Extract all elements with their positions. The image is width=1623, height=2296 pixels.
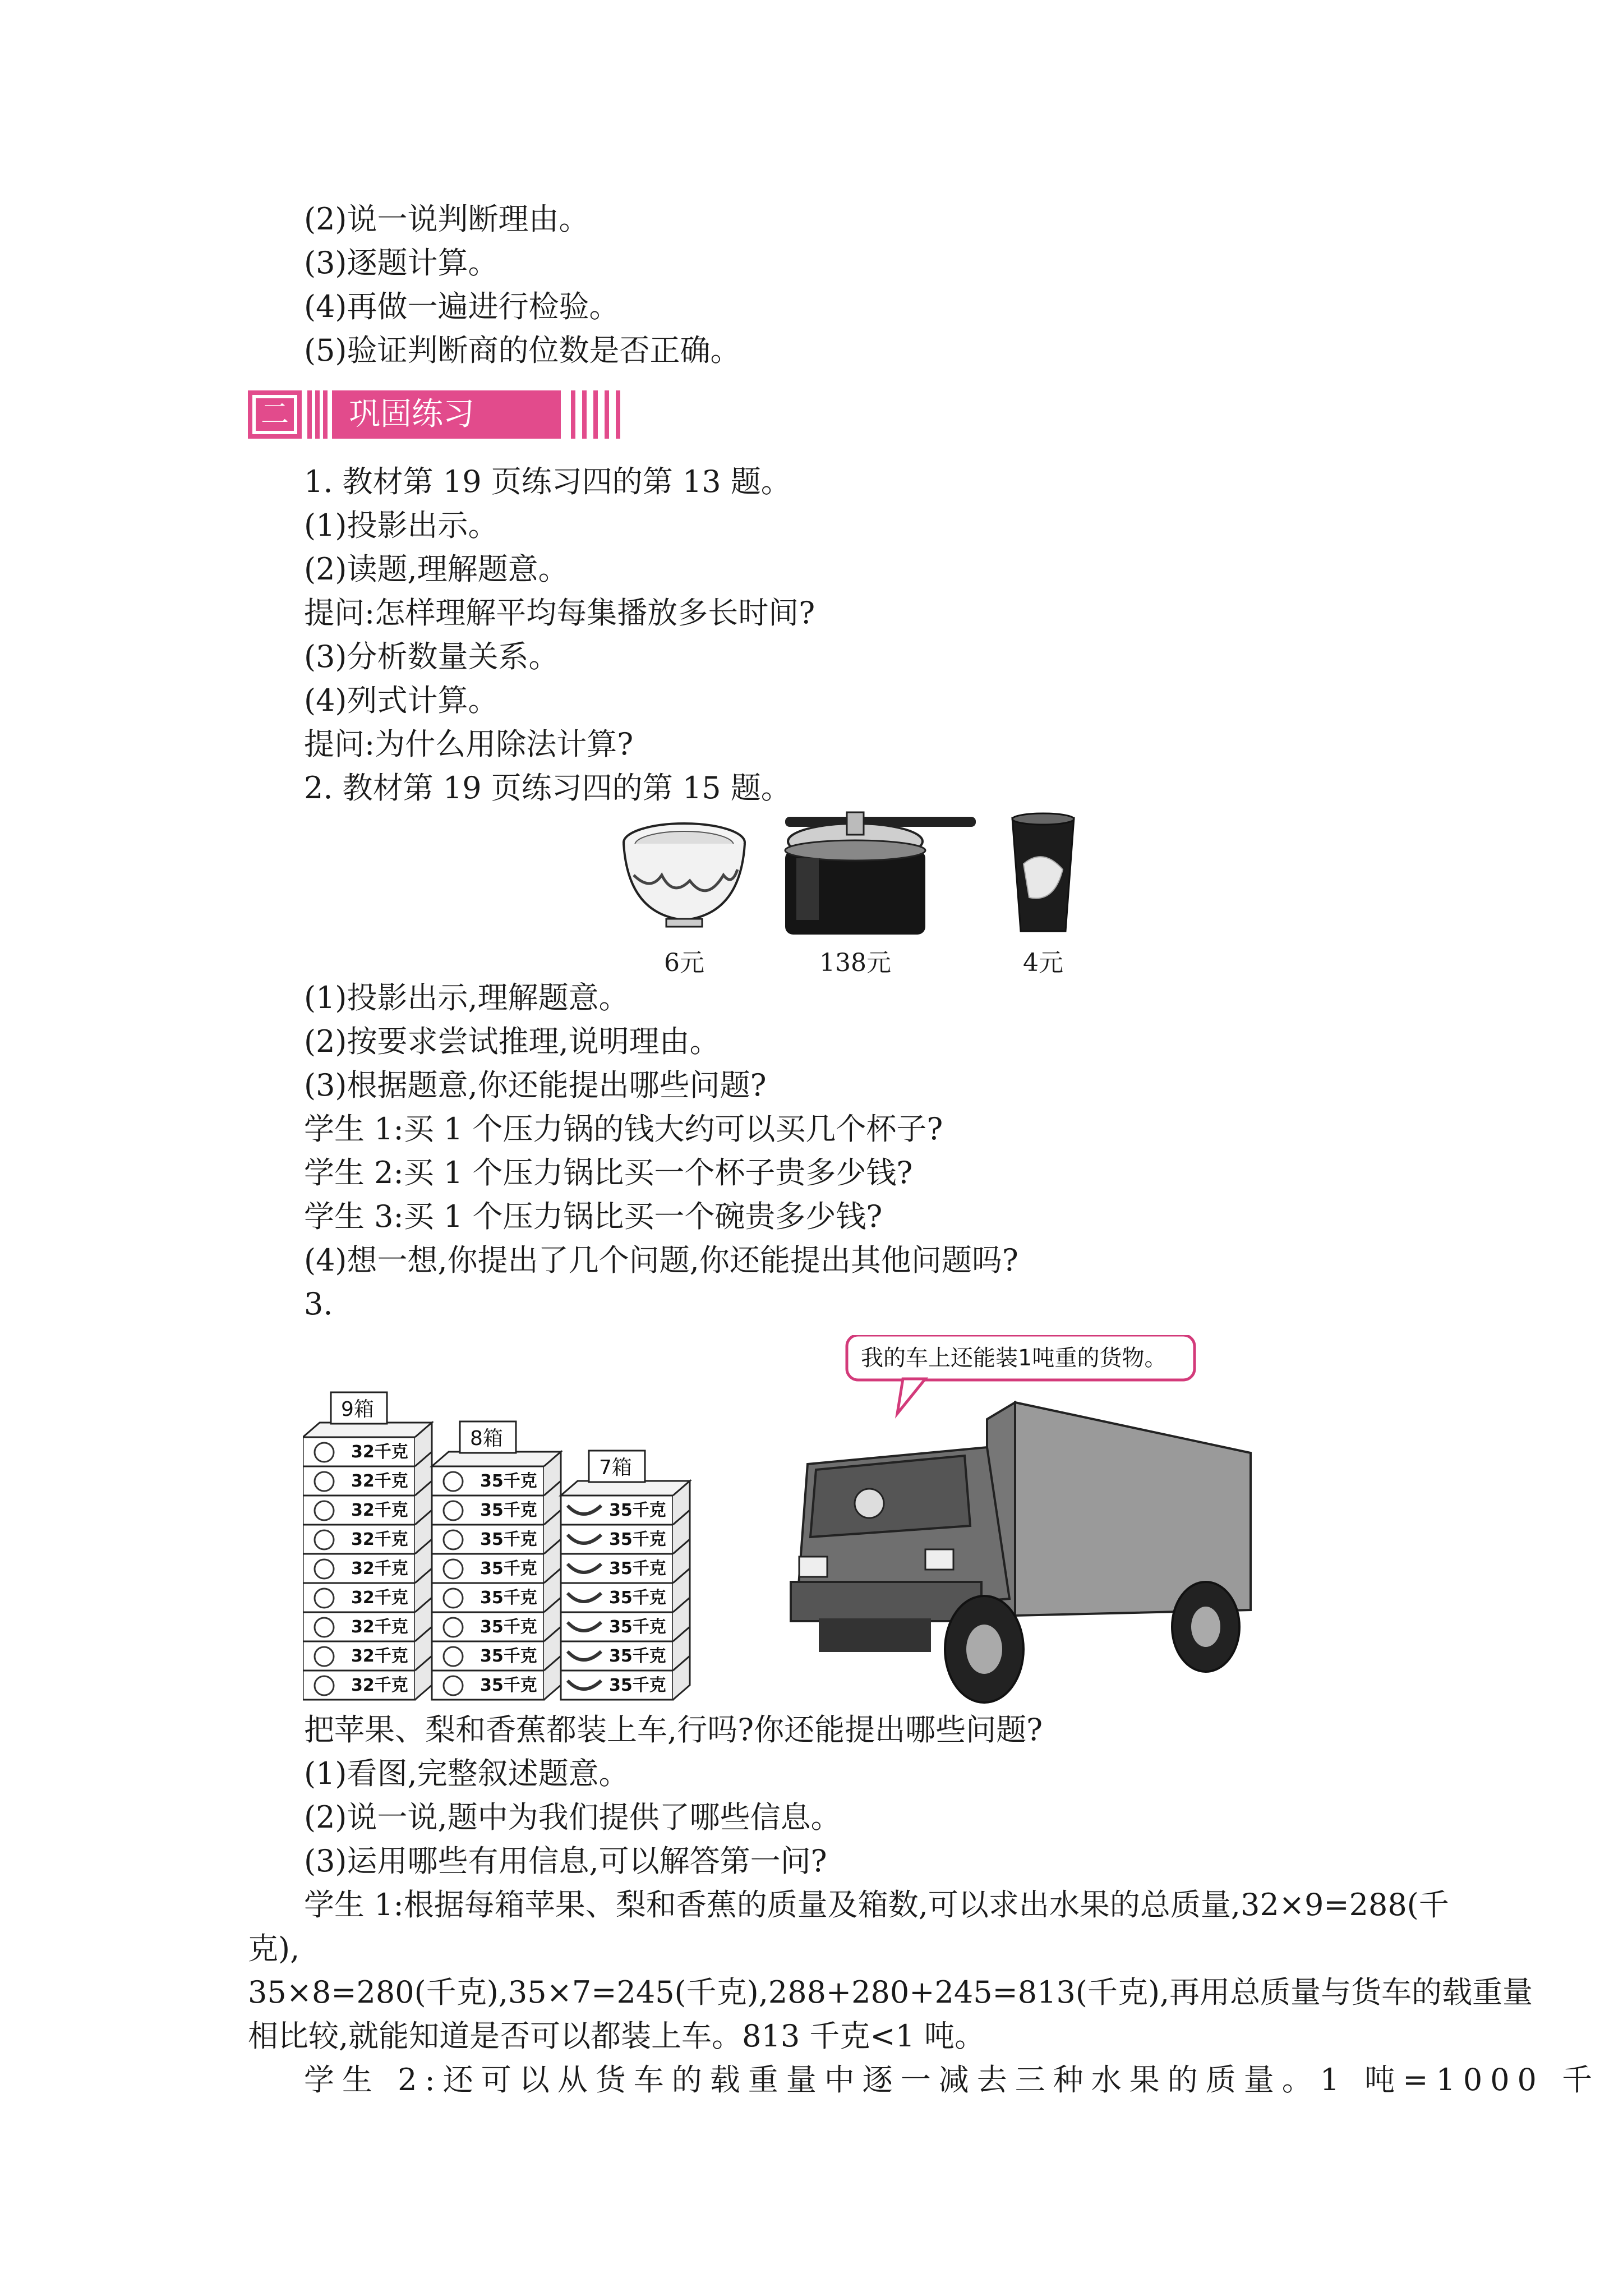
text-line: 学生 2:买 1 个压力锅比买一个杯子贵多少钱? xyxy=(304,1155,913,1190)
apple-icon xyxy=(315,1443,334,1462)
text-line: 学生 3:买 1 个压力锅比买一个碗贵多少钱? xyxy=(304,1199,883,1234)
paragraph-line: 学生 1:根据每箱苹果、梨和香蕉的质量及箱数,可以求出水果的总质量,32×9=288(千 xyxy=(304,1887,1449,1922)
pear-icon xyxy=(444,1647,463,1666)
box-weight-label: 32千克 xyxy=(351,1442,408,1462)
box-weight-label: 35千克 xyxy=(609,1617,666,1637)
banner-stripes xyxy=(306,390,329,439)
paragraph-line: 克), xyxy=(248,1931,300,1966)
truck-wheel-hub xyxy=(966,1625,1002,1674)
pear-icon xyxy=(444,1501,463,1520)
headlight-right xyxy=(925,1549,953,1570)
box-weight-label: 35千克 xyxy=(480,1559,537,1579)
pear-icon xyxy=(444,1618,463,1637)
apple-icon xyxy=(315,1472,334,1491)
box-weight-label: 35千克 xyxy=(480,1676,537,1695)
box-weight-label: 32千克 xyxy=(351,1559,408,1579)
items-figure xyxy=(617,808,1122,954)
box-stack-top xyxy=(432,1452,561,1466)
price-label: 4元 xyxy=(1023,949,1063,977)
driver-head xyxy=(855,1489,884,1518)
box-weight-label: 35千克 xyxy=(609,1646,666,1666)
text-line: 学生 1:买 1 个压力锅的钱大约可以买几个杯子? xyxy=(304,1111,943,1147)
price-label: 138元 xyxy=(819,949,891,977)
box-weight-label: 32千克 xyxy=(351,1617,408,1637)
text-line: (3)逐题计算。 xyxy=(304,245,499,280)
box-weight-label: 35千克 xyxy=(480,1471,537,1491)
apple-icon xyxy=(315,1589,334,1608)
box-weight-label: 32千克 xyxy=(351,1530,408,1549)
stack-count-label: 9箱 xyxy=(341,1398,374,1421)
price-label: 6元 xyxy=(664,949,704,977)
section-banner xyxy=(248,390,623,439)
pear-icon xyxy=(444,1589,463,1608)
apple-icon xyxy=(315,1530,334,1549)
apple-icon xyxy=(315,1647,334,1666)
cup-image xyxy=(1012,813,1074,931)
box-weight-label: 35千克 xyxy=(609,1676,666,1695)
text-line: 3. xyxy=(304,1286,333,1322)
text-line: 提问:为什么用除法计算? xyxy=(304,726,634,762)
box-weight-label: 35千克 xyxy=(609,1588,666,1608)
paragraph-line: 相比较,就能知道是否可以都装上车。813 千克<1 吨。 xyxy=(248,2018,985,2054)
banner-tail-stripes xyxy=(565,390,623,439)
box-weight-label: 32千克 xyxy=(351,1646,408,1666)
stack-count-label: 8箱 xyxy=(470,1427,503,1450)
headlight-left xyxy=(799,1557,827,1577)
section-title: 巩固练习 xyxy=(332,390,561,439)
text-line: 1. 教材第 19 页练习四的第 13 题。 xyxy=(304,464,791,499)
pear-icon xyxy=(444,1472,463,1491)
truck-windshield xyxy=(810,1456,970,1537)
text-line: (5)验证判断商的位数是否正确。 xyxy=(304,333,741,368)
pear-icon xyxy=(444,1676,463,1695)
paragraph-line: 35×8=280(千克),35×7=245(千克),288+280+245=813(千克),再用总质量与货车的载重量 xyxy=(248,1975,1533,2010)
text-line: (2)说一说判断理由。 xyxy=(304,201,589,237)
text-line: (1)投影出示。 xyxy=(304,508,499,543)
fruit-truck-figure xyxy=(303,1335,1312,1717)
text-line: (1)投影出示,理解题意。 xyxy=(304,980,629,1015)
box-stack-top xyxy=(303,1423,432,1437)
text-line: (2)读题,理解题意。 xyxy=(304,551,569,587)
pear-icon xyxy=(444,1559,463,1579)
box-weight-label: 35千克 xyxy=(609,1501,666,1520)
box-weight-label: 35千克 xyxy=(480,1501,537,1520)
truck-front-wheels xyxy=(819,1618,931,1652)
section-number: 二 xyxy=(256,398,294,431)
truck-wheel-hub xyxy=(1191,1607,1220,1647)
text-line: (3)运用哪些有用信息,可以解答第一问? xyxy=(304,1843,827,1879)
text-line: 把苹果、梨和香蕉都装上车,行吗?你还能提出哪些问题? xyxy=(304,1712,1043,1747)
text-line: 2. 教材第 19 页练习四的第 15 题。 xyxy=(304,770,791,806)
text-line: (3)根据题意,你还能提出哪些问题? xyxy=(304,1068,767,1103)
text-line: (4)想一想,你提出了几个问题,你还能提出其他问题吗? xyxy=(304,1243,1018,1278)
bowl-image xyxy=(624,823,745,927)
apple-icon xyxy=(315,1501,334,1520)
stack-count-label: 7箱 xyxy=(599,1456,632,1479)
pear-icon xyxy=(444,1530,463,1549)
box-weight-label: 35千克 xyxy=(480,1617,537,1637)
box-weight-label: 32千克 xyxy=(351,1676,408,1695)
section-number-box xyxy=(248,390,302,439)
box-weight-label: 35千克 xyxy=(609,1530,666,1549)
box-weight-label: 32千克 xyxy=(351,1501,408,1520)
paragraph-line: 学生 2:还可以从货车的载重量中逐一减去三种水果的质量。1 吨=1000 千 xyxy=(304,2062,1601,2097)
box-stack-top xyxy=(561,1481,690,1496)
box-weight-label: 35千克 xyxy=(480,1530,537,1549)
speech-text: 我的车上还能装1吨重的货物。 xyxy=(861,1345,1167,1371)
text-line: (2)说一说,题中为我们提供了哪些信息。 xyxy=(304,1800,841,1835)
text-line: (3)分析数量关系。 xyxy=(304,639,559,674)
box-weight-label: 35千克 xyxy=(609,1559,666,1579)
text-line: 提问:怎样理解平均每集播放多长时间? xyxy=(304,595,815,631)
box-weight-label: 35千克 xyxy=(480,1588,537,1608)
text-line: (4)再做一遍进行检验。 xyxy=(304,289,620,324)
box-weight-label: 35千克 xyxy=(480,1646,537,1666)
apple-icon xyxy=(315,1618,334,1637)
speech-bubble-tail xyxy=(897,1379,925,1414)
text-line: (1)看图,完整叙述题意。 xyxy=(304,1756,629,1791)
text-line: (4)列式计算。 xyxy=(304,683,499,718)
apple-icon xyxy=(315,1559,334,1579)
box-weight-label: 32千克 xyxy=(351,1471,408,1491)
text-line: (2)按要求尝试推理,说明理由。 xyxy=(304,1024,720,1059)
apple-icon xyxy=(315,1676,334,1695)
box-weight-label: 32千克 xyxy=(351,1588,408,1608)
pressure-cooker-image xyxy=(785,812,976,935)
